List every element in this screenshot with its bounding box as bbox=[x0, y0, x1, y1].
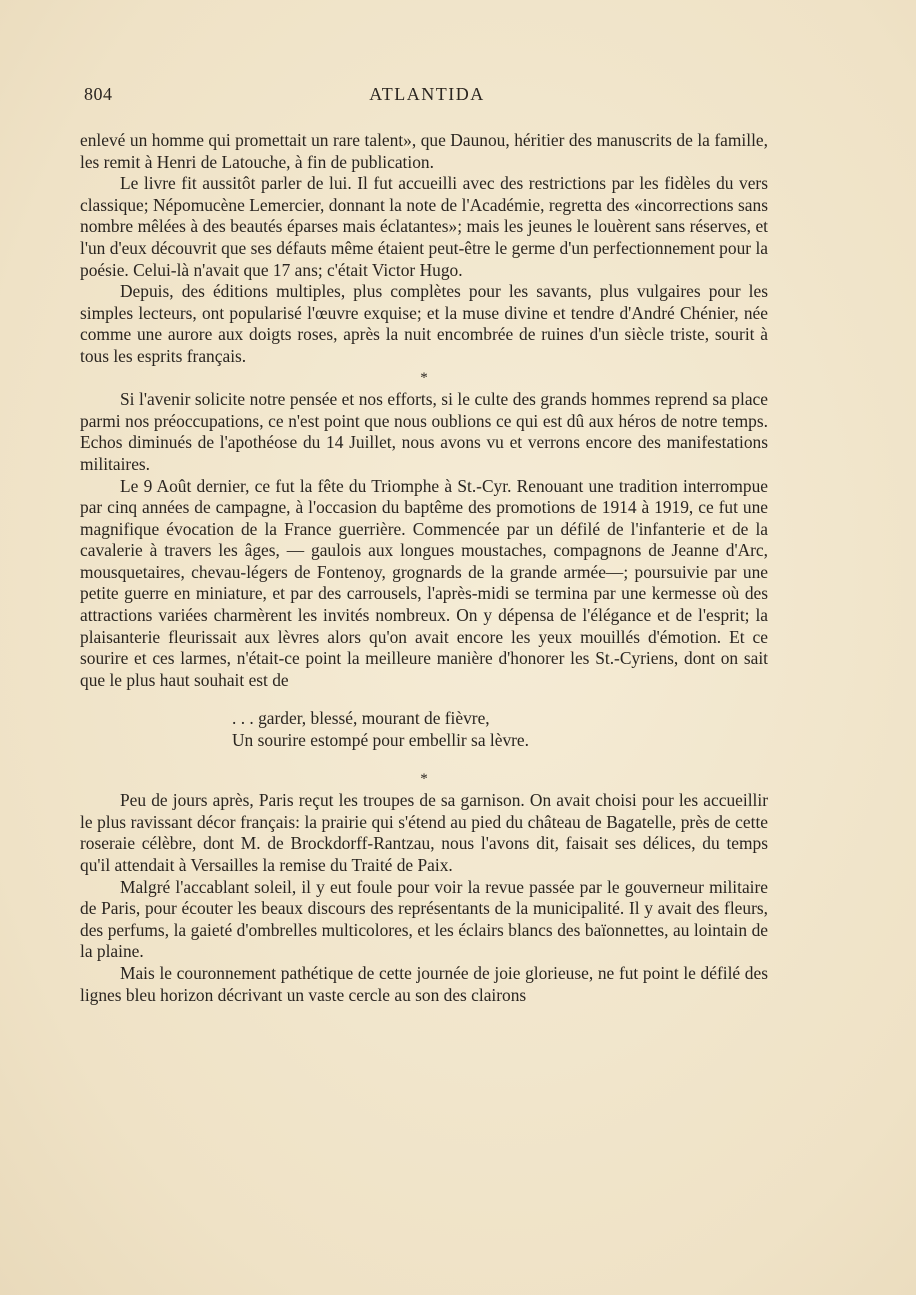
page-number: 804 bbox=[84, 84, 113, 104]
verse-line: Un sourire estompé pour embellir sa lèvre. bbox=[232, 730, 529, 751]
page-header bbox=[84, 84, 770, 108]
paragraph: Malgré l'accablant soleil, il y eut foule pour voir la revue passée par le gouverneur militaire de Paris, pour écouter les beaux discours des représentants de la municipalité. Il y avait des fleurs, des perfums, la gaieté d'ombrelles multicolores, et les éclairs blancs des baïonnettes, au lointain de la plaine. bbox=[80, 876, 768, 962]
paragraph: Mais le couronnement pathétique de cette journée de joie glorieuse, ne fut point le défilé des lignes bleu horizon décrivant un vaste cercle au son des clairons bbox=[80, 962, 768, 1005]
paragraph: Le 9 Août dernier, ce fut la fête du Triomphe à St.-Cyr. Renouant une tradition interrompue par cinq années de campagne, à l'occasion du baptême des promotions de 1914 à 1919, ce fut une magnifique évocation de la France guerrière. Commencée par un défilé de l'infanterie et de la cavalerie à travers les âges, — gaulois aux longues moustaches, compagnons de Jeanne d'Arc, mousquetaires, chevau-légers de Fontenoy, grognards de la grande armée—; poursuivie par une petite guerre en miniature, et par des carrousels, l'après-midi se termina par une kermesse où des attractions variées charmèrent les invités nombreux. On y dépensa de l'élégance et de l'esprit; la plaisanterie fleurissait aux lèvres alors qu'on avait encore les yeux mouillés d'émotion. Et ce sourire et ces larmes, n'était-ce point la meilleure manière d'honorer les St.-Cyriens, dont on sait que le plus haut souhait est de bbox=[80, 475, 768, 690]
paragraph: Peu de jours après, Paris reçut les troupes de sa garnison. On avait choisi pour les accueillir le plus ravissant décor français: la prairie qui s'étend au pied du château de Bagatelle, près de cette roseraie célèbre, dont M. de Brockdorff-Rantzau, nous l'avons dit, faisait ses délices, du temps qu'il attendait à Versailles la remise du Traité de Paix. bbox=[80, 790, 768, 875]
running-title: ATLANTIDA bbox=[369, 84, 485, 104]
paragraph: Depuis, des éditions multiples, plus complètes pour les savants, plus vulgaires pour les simples lecteurs, ont popularisé l'œuvre exquise; et la muse divine et tendre d'André Chénier, née comme une aurore aux doigts roses, après la nuit encombrée de ruines d'un siècle triste, sourit à tous les esprits français. bbox=[80, 281, 768, 366]
paragraph: Le livre fit aussitôt parler de lui. Il fut accueilli avec des restrictions par les fidèles du vers classique; Népomucène Lemercier, donnant la note de l'Académie, regretta des «incorrections sans nombre mêlées à des beautés éparses mais éclatantes»; mais les jeunes le louèrent sans réserves, et l'un d'eux découvrit que ses défauts même étaient peut-être le germe d'un perfectionnement pour la poésie. Celui-là n'avait que 17 ans; c'était Victor Hugo. bbox=[80, 173, 768, 280]
section-separator: * bbox=[420, 770, 428, 787]
paragraph: Si l'avenir solicite notre pensée et nos efforts, si le culte des grands hommes reprend sa place parmi nos préoccupations, ce n'est point que nous oublions ce qui est dû aux héros de notre temps. Echos diminués de l'apothéose du 14 Juillet, nous avons vu et verrons encore des manifestations militaires. bbox=[80, 389, 768, 474]
verse-line: . . . garder, blessé, mourant de fièvre, bbox=[232, 708, 490, 729]
verse-quotation bbox=[232, 708, 768, 751]
page-body bbox=[80, 130, 768, 1006]
section-separator: * bbox=[420, 369, 428, 386]
paragraph: enlevé un homme qui promettait un rare talent», que Daunou, héritier des manuscrits de la famille, les remit à Henri de Latouche, à fin de publication. bbox=[80, 130, 768, 172]
